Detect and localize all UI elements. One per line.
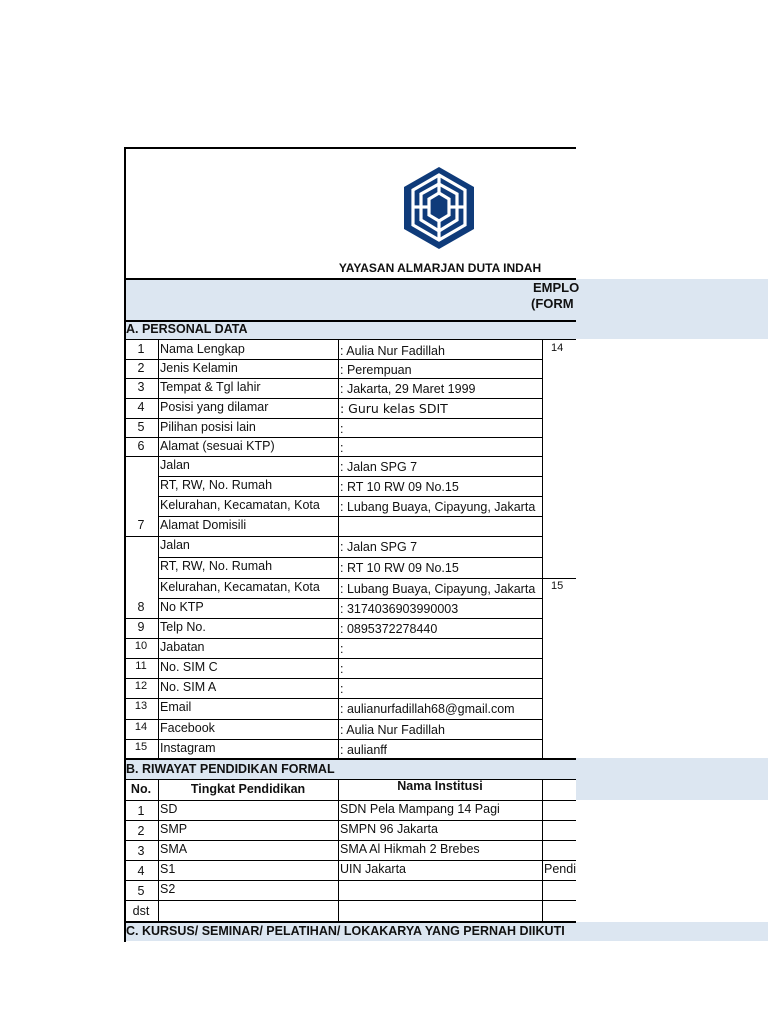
grid-vline — [158, 339, 159, 758]
grid-vline — [338, 779, 339, 921]
row-label: Jenis Kelamin — [160, 361, 238, 375]
section-b-band-ext — [576, 779, 768, 800]
grid-vline — [542, 779, 543, 921]
row-value: : aulianff — [340, 743, 388, 757]
row-value: : 3174036903990003 — [340, 602, 459, 616]
row-number: 5 — [137, 420, 145, 434]
yayasan-logo-icon — [402, 165, 476, 251]
row-value: : Aulia Nur Fadillah — [340, 723, 445, 737]
side-number-14: 14 — [551, 342, 564, 354]
row-number: 7 — [137, 518, 145, 532]
grid-vline — [542, 339, 543, 758]
row-value: : 0895372278440 — [340, 622, 438, 636]
section-b-title: B. RIWAYAT PENDIDIKAN FORMAL — [126, 762, 335, 776]
row-label: RT, RW, No. Rumah — [160, 478, 273, 492]
row-number: 1 — [137, 342, 145, 356]
grid-hline — [124, 658, 542, 659]
row-value: : — [340, 682, 344, 696]
grid-hline — [124, 921, 576, 923]
grid-hline — [158, 516, 542, 517]
edu-row-number: dst — [132, 904, 150, 918]
row-number: 3 — [137, 380, 145, 394]
edu-row-number: 1 — [137, 804, 145, 818]
grid-hline — [124, 900, 576, 901]
grid-hline — [124, 398, 542, 399]
row-value: : aulianurfadillah68@gmail.com — [340, 702, 515, 716]
row-number: 13 — [134, 700, 148, 712]
row-value: : — [340, 662, 344, 676]
edu-row-number: 5 — [137, 884, 145, 898]
row-label: Alamat (sesuai KTP) — [160, 439, 275, 453]
grid-hline — [124, 820, 576, 821]
grid-hline — [124, 638, 542, 639]
org-name: YAYASAN ALMARJAN DUTA INDAH — [338, 261, 542, 275]
row-number: 11 — [135, 660, 147, 672]
form-title-line2: (FORM — [531, 296, 574, 311]
row-label: Jabatan — [160, 640, 205, 654]
row-number: 2 — [137, 361, 145, 375]
row-number: 14 — [134, 721, 148, 733]
row-label: Instagram — [160, 741, 216, 755]
row-label: RT, RW, No. Rumah — [160, 559, 273, 573]
row-label: Jalan — [160, 458, 190, 472]
edu-row-number: 2 — [137, 824, 145, 838]
row-number: 12 — [134, 680, 148, 692]
grid-hline — [124, 378, 542, 379]
grid-hline — [124, 739, 542, 740]
edu-head-institution: Nama Institusi — [397, 779, 483, 793]
grid-hline — [124, 418, 542, 419]
row-number: 9 — [137, 620, 145, 634]
edu-row-level: SD — [160, 802, 178, 816]
edu-row-level: S2 — [160, 882, 176, 896]
row-label: No KTP — [160, 600, 204, 614]
title-band — [124, 279, 768, 320]
edu-row-number: 4 — [137, 864, 145, 878]
row-label: No. SIM A — [160, 680, 217, 694]
row-label: Kelurahan, Kecamatan, Kota — [160, 498, 320, 512]
row-value: : Lubang Buaya, Cipayung, Jakarta — [340, 582, 536, 596]
form-title-line1: EMPLO — [533, 280, 580, 295]
side-number-15: 15 — [551, 580, 564, 592]
row-label: Nama Lengkap — [160, 342, 245, 356]
row-value: : Guru kelas SDIT — [340, 401, 448, 416]
grid-vline — [158, 779, 159, 921]
grid-hline — [124, 359, 542, 360]
row-value: : — [340, 422, 344, 436]
grid-hline — [158, 476, 542, 477]
grid-hline — [124, 147, 576, 149]
row-value: : Jalan SPG 7 — [340, 460, 418, 474]
grid-hline — [124, 719, 542, 720]
row-value: : — [340, 642, 344, 656]
row-value: : Jalan SPG 7 — [340, 540, 418, 554]
edu-row-institution: SMPN 96 Jakarta — [340, 822, 438, 836]
row-value: : RT 10 RW 09 No.15 — [340, 561, 459, 575]
row-number: 8 — [137, 600, 145, 614]
grid-hline — [124, 779, 576, 780]
grid-hline — [124, 339, 576, 340]
edu-row-number: 3 — [137, 844, 145, 858]
grid-hline — [542, 578, 576, 579]
edu-row-institution: UIN Jakarta — [340, 862, 406, 876]
row-label: Jalan — [160, 538, 190, 552]
grid-hline — [124, 536, 542, 537]
grid-hline — [124, 456, 542, 457]
grid-hline — [158, 578, 542, 579]
grid-vline — [124, 147, 126, 942]
edu-row-level: SMP — [160, 822, 188, 836]
row-number: 15 — [134, 741, 148, 753]
row-label: Kelurahan, Kecamatan, Kota — [160, 580, 320, 594]
row-number: 4 — [137, 400, 145, 414]
grid-hline — [158, 598, 542, 599]
grid-hline — [124, 800, 576, 801]
row-label: Facebook — [160, 721, 215, 735]
grid-hline — [124, 860, 576, 861]
row-label: Alamat Domisili — [160, 518, 247, 532]
edu-row-institution: SDN Pela Mampang 14 Pagi — [340, 802, 500, 816]
edu-head-level: Tingkat Pendidikan — [190, 782, 306, 796]
edu-row-level: S1 — [160, 862, 176, 876]
edu-row-institution: SMA Al Hikmah 2 Brebes — [340, 842, 480, 856]
row-value: : Lubang Buaya, Cipayung, Jakarta — [340, 500, 536, 514]
edu-head-no: No. — [130, 782, 152, 796]
row-label: Telp No. — [160, 620, 206, 634]
row-label: Tempat & Tgl lahir — [160, 380, 261, 394]
grid-hline — [124, 840, 576, 841]
grid-hline — [124, 437, 542, 438]
grid-vline — [338, 339, 339, 758]
row-number: 6 — [137, 439, 145, 453]
grid-hline — [124, 758, 576, 760]
row-label: Posisi yang dilamar — [160, 400, 269, 414]
grid-hline — [124, 698, 542, 699]
row-number: 10 — [134, 640, 148, 652]
grid-hline — [124, 278, 576, 280]
row-label: Pilihan posisi lain — [160, 420, 256, 434]
row-value: : Jakarta, 29 Maret 1999 — [340, 382, 476, 396]
grid-hline — [158, 496, 542, 497]
row-value: : RT 10 RW 09 No.15 — [340, 480, 459, 494]
edu-row-extra: Pendi — [544, 862, 576, 876]
grid-hline — [124, 618, 542, 619]
section-c-title: C. KURSUS/ SEMINAR/ PELATIHAN/ LOKAKARYA YANG PERNAH DIIKUTI — [126, 924, 565, 938]
row-value: : Perempuan — [340, 363, 412, 377]
edu-row-level: SMA — [160, 842, 188, 856]
section-a-title: A. PERSONAL DATA — [126, 322, 248, 336]
grid-hline — [124, 320, 576, 322]
row-value: : — [340, 441, 344, 455]
row-label: No. SIM C — [160, 660, 218, 674]
grid-hline — [158, 557, 542, 558]
row-label: Email — [160, 700, 192, 714]
section-a-band-ext — [576, 320, 768, 339]
row-value: : Aulia Nur Fadillah — [340, 344, 445, 358]
grid-hline — [124, 678, 542, 679]
grid-hline — [124, 880, 576, 881]
